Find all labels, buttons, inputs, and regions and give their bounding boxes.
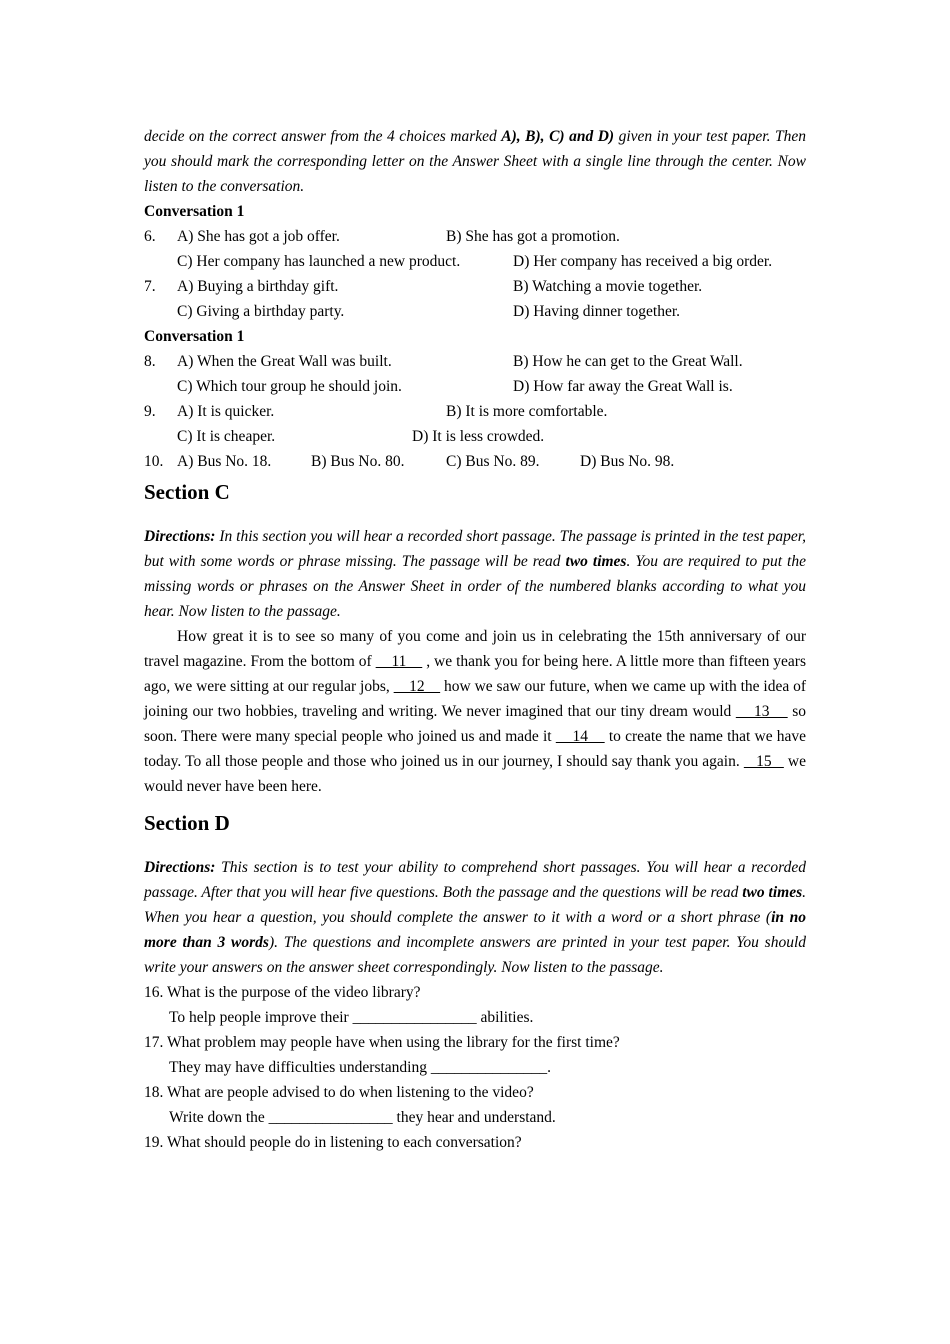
- question-6-option-d: D) Her company has received a big order.: [513, 253, 773, 270]
- blank-14: 14: [555, 728, 605, 745]
- blank-12: 12: [393, 678, 441, 695]
- section-c-directions-text-1: In this section you will hear a recorded short passage. The passage is printed in the test paper, but with some words or phrase missing. The passage will be read: [144, 528, 806, 570]
- section-c-directions-label: Directions:: [144, 528, 216, 545]
- question-6-option-b: B) She has got a promotion.: [446, 228, 620, 245]
- section-c-directions-text-2: . You are required to put the missing words or phrases on the Answer Sheet in order of the numbered blanks according to what you hear. Now listen to the passage.: [144, 553, 806, 620]
- section-c-passage: [144, 624, 806, 799]
- answer-18: Write down the ________________ they hear and understand.: [169, 1109, 556, 1126]
- section-d-directions-emphasis-1: two times: [742, 884, 803, 901]
- question-7-option-c: C) Giving a birthday party.: [177, 303, 345, 320]
- section-c-directions-emphasis: two times: [565, 553, 627, 570]
- question-9-option-d: D) It is less crowded.: [412, 428, 545, 445]
- question-10-option-c: C) Bus No. 89.: [446, 453, 540, 470]
- passage-text-3: how we saw our future, when we came up with the idea of joining our two hobbies, traveling and writing. We never imagined that our tiny dream would: [144, 678, 807, 720]
- question-9-row-1: [144, 399, 806, 424]
- section-d-directions-emphasis-2: in no more than 3 words: [144, 909, 806, 951]
- question-8-row-2: [144, 374, 806, 399]
- section-c-directions: [144, 524, 806, 624]
- answer-17: They may have difficulties understanding _______________.: [169, 1059, 551, 1076]
- passage-text-6: we would never have been here.: [144, 753, 807, 795]
- question-7-row-1: [144, 274, 806, 299]
- question-8-option-b: B) How he can get to the Great Wall.: [513, 353, 743, 370]
- section-d-directions-text-1: This section is to test your ability to comprehend short passages. You will hear a recorded passage. After that you will hear five questions. Both the passage and the questions will be read: [144, 859, 806, 901]
- question-9-number: 9.: [144, 403, 156, 420]
- section-c-heading: Section C: [144, 480, 230, 504]
- section-d-directions-label: Directions:: [144, 859, 216, 876]
- section-d-directions-text-3: ). The questions and incomplete answers are printed in your test paper. You should write your answers on the answer sheet correspondingly. Now listen to the passage.: [144, 934, 807, 976]
- intro-directions-text-1: decide on the correct answer from the 4 choices marked: [144, 128, 502, 145]
- question-7-option-d: D) Having dinner together.: [513, 303, 681, 320]
- question-6-row-2: [144, 249, 806, 274]
- question-7-option-a: A) Buying a birthday gift.: [177, 278, 339, 295]
- question-10-number: 10.: [144, 453, 164, 470]
- question-7-option-b: B) Watching a movie together.: [513, 278, 703, 295]
- intro-directions-choices: A), B), C) and D): [501, 128, 615, 145]
- question-8-option-a: A) When the Great Wall was built.: [177, 353, 392, 370]
- question-8-row-1: [144, 349, 806, 374]
- conversation-1-label: Conversation 1: [144, 203, 245, 220]
- page-content: [144, 124, 806, 1155]
- question-10-option-a: A) Bus No. 18.: [177, 453, 272, 470]
- question-16: 16. What is the purpose of the video library?: [144, 984, 421, 1001]
- section-d-directions-text-2: . When you hear a question, you should complete the answer to it with a word or a short phrase (: [144, 884, 806, 926]
- question-18: 18. What are people advised to do when listening to the video?: [144, 1084, 534, 1101]
- answer-16: To help people improve their ________________ abilities.: [169, 1009, 534, 1026]
- question-8-option-c: C) Which tour group he should join.: [177, 378, 402, 395]
- intro-directions: [144, 124, 806, 199]
- question-9-option-b: B) It is more comfortable.: [446, 403, 608, 420]
- question-9-option-a: A) It is quicker.: [177, 403, 275, 420]
- blank-15: 15: [743, 753, 784, 770]
- blank-11: 11: [375, 653, 423, 670]
- passage-text-2: , we thank you for being here. A little more than fifteen years ago, we were sitting at our regular jobs,: [144, 653, 806, 695]
- question-10-row: [144, 449, 806, 474]
- section-d-heading: Section D: [144, 811, 230, 835]
- blank-13: 13: [735, 703, 788, 720]
- passage-text-4: so soon. There were many special people who joined us and made it: [144, 703, 806, 745]
- conversation-2-label: Conversation 1: [144, 328, 245, 345]
- question-10-option-d: D) Bus No. 98.: [580, 453, 675, 470]
- question-19: 19. What should people do in listening to each conversation?: [144, 1134, 522, 1151]
- question-7-row-2: [144, 299, 806, 324]
- section-d-directions: [144, 855, 806, 980]
- question-10-option-b: B) Bus No. 80.: [311, 453, 405, 470]
- passage-text-1: How great it is to see so many of you come and join us in celebrating the 15th anniversary of our travel magazine. From the bottom of: [144, 628, 806, 670]
- question-6-row-1: [144, 224, 806, 249]
- passage-text-5: to create the name that we have today. To all those people and those who joined us in our journey, I should say thank you again.: [144, 728, 807, 770]
- intro-directions-text-2: given in your test paper. Then you should mark the corresponding letter on the Answer Sheet with a single line through the center. Now listen to the conversation.: [144, 128, 806, 195]
- question-6-option-c: C) Her company has launched a new product.: [177, 253, 461, 270]
- question-8-option-d: D) How far away the Great Wall is.: [513, 378, 733, 395]
- question-9-row-2: [144, 424, 806, 449]
- question-6-option-a: A) She has got a job offer.: [177, 228, 340, 245]
- question-6-number: 6.: [144, 228, 156, 245]
- question-17: 17. What problem may people have when using the library for the first time?: [144, 1034, 620, 1051]
- question-8-number: 8.: [144, 353, 156, 370]
- question-7-number: 7.: [144, 278, 156, 295]
- question-9-option-c: C) It is cheaper.: [177, 428, 276, 445]
